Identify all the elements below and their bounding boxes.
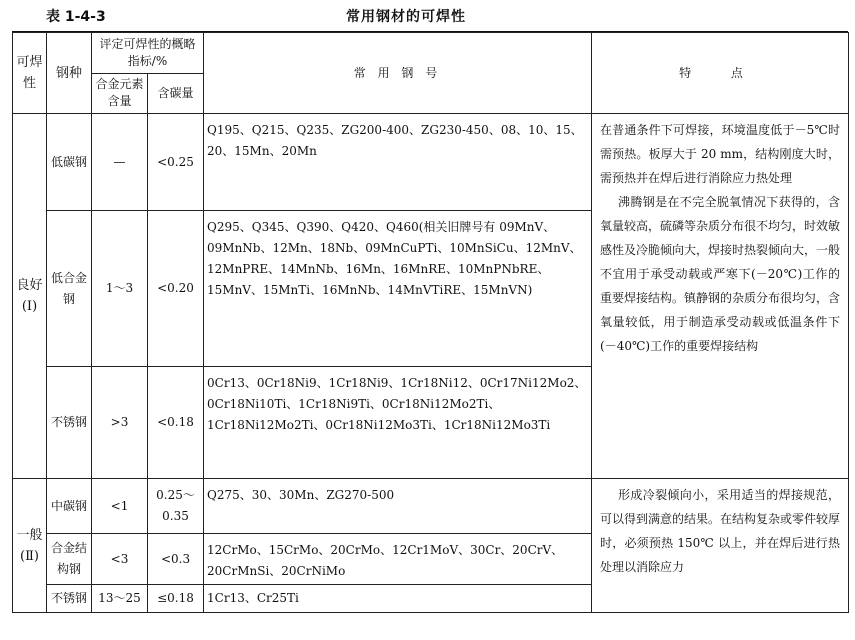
alloy-content-cell: <3 [92,534,148,585]
features-cell-good [592,114,849,479]
header-carbon-content: 含碳量 [148,73,204,114]
grades-cell: Q275、30、30Mn、ZG270-500 [204,479,592,534]
weldability-class-good: 良好(Ⅰ) [13,114,47,479]
table-title: 常用钢材的可焊性 [346,9,466,25]
steel-kind-cell: 不锈钢 [47,367,92,479]
carbon-content-cell: <0.20 [148,211,204,367]
table-number: 表 1-4-3 [46,9,106,25]
grades-cell: 0Cr13、0Cr18Ni9、1Cr18Ni9、1Cr18Ni12、0Cr17Ni12Mo2、0Cr18Ni10Ti、1Cr18Ni9Ti、0Cr18Ni12Mo2Ti、1Cr18Ni12Mo2Ti、0Cr18Ni12Mo3Ti、1Cr18Ni12Mo3Ti [204,367,592,479]
table-row [13,479,849,534]
header-alloy-content: 合金元素含量 [92,73,148,114]
feature-paragraph: 沸腾钢是在不完全脱氧情况下获得的，含氧量较高，硫磷等杂质分布很不均匀，时效敏感性及冷脆倾向大，焊接时热裂倾向大，一般不宜用于承受动载或严寒下(－20℃)工作的重要焊接结构。镇静钢的杂质分布很均匀，含氧量较低，用于制造承受动载或低温条件下(－40℃)工作的重要焊接结构 [600,195,841,353]
table-row [13,114,849,211]
weldability-table [12,32,849,613]
steel-kind-cell: 中碳钢 [47,479,92,534]
grades-cell: Q295、Q345、Q390、Q420、Q460(相关旧牌号有 09MnV、09MnNb、12Mn、18Nb、09MnCuPTi、10MnSiCu、12MnV、12MnPRE、14MnNb、16Mn、16MnRE、10MnPNbRE、15MnV、15MnTi、16MnNb、14MnVTiRE、15MnVN) [204,211,592,367]
feature-paragraph: 形成冷裂倾向小，采用适当的焊接规范，可以得到满意的结果。在结构复杂或零件较厚时，必须预热 150℃ 以上，并在焊后进行热处理以消除应力 [600,488,841,574]
header-grades: 常 用 钢 号 [204,33,592,114]
header-features: 特 点 [592,33,849,114]
steel-kind-cell: 合金结构钢 [47,534,92,585]
alloy-content-cell: >3 [92,367,148,479]
header-row-1 [13,33,849,74]
carbon-content-cell: <0.25 [148,114,204,211]
weldability-class-general: 一般(Ⅱ) [13,479,47,613]
alloy-content-cell: — [92,114,148,211]
steel-kind-cell: 不锈钢 [47,585,92,613]
alloy-content-cell: <1 [92,479,148,534]
steel-kind-cell: 低合金钢 [47,211,92,367]
alloy-content-cell: 1～3 [92,211,148,367]
carbon-content-cell: 0.25～0.35 [148,479,204,534]
grades-cell: Q195、Q215、Q235、ZG200-400、ZG230-450、08、10、15、20、15Mn、20Mn [204,114,592,211]
grades-cell: 12CrMo、15CrMo、20CrMo、12Cr1MoV、30Cr、20CrV、20CrMnSi、20CrNiMo [204,534,592,585]
header-indicator: 评定可焊性的概略指标/% [92,33,204,74]
header-weldability: 可焊性 [13,33,47,114]
carbon-content-cell: <0.18 [148,367,204,479]
grades-cell: 1Cr13、Cr25Ti [204,585,592,613]
carbon-content-cell: <0.3 [148,534,204,585]
alloy-content-cell: 13～25 [92,585,148,613]
steel-kind-cell: 低碳钢 [47,114,92,211]
carbon-content-cell: ≤0.18 [148,585,204,613]
feature-paragraph: 在普通条件下可焊接，环境温度低于－5℃时需预热。板厚大于 20 mm，结构刚度大时，需预热并在焊后进行消除应力热处理 [600,123,841,185]
header-steel-kind: 钢种 [47,33,92,114]
features-cell-general [592,479,849,613]
